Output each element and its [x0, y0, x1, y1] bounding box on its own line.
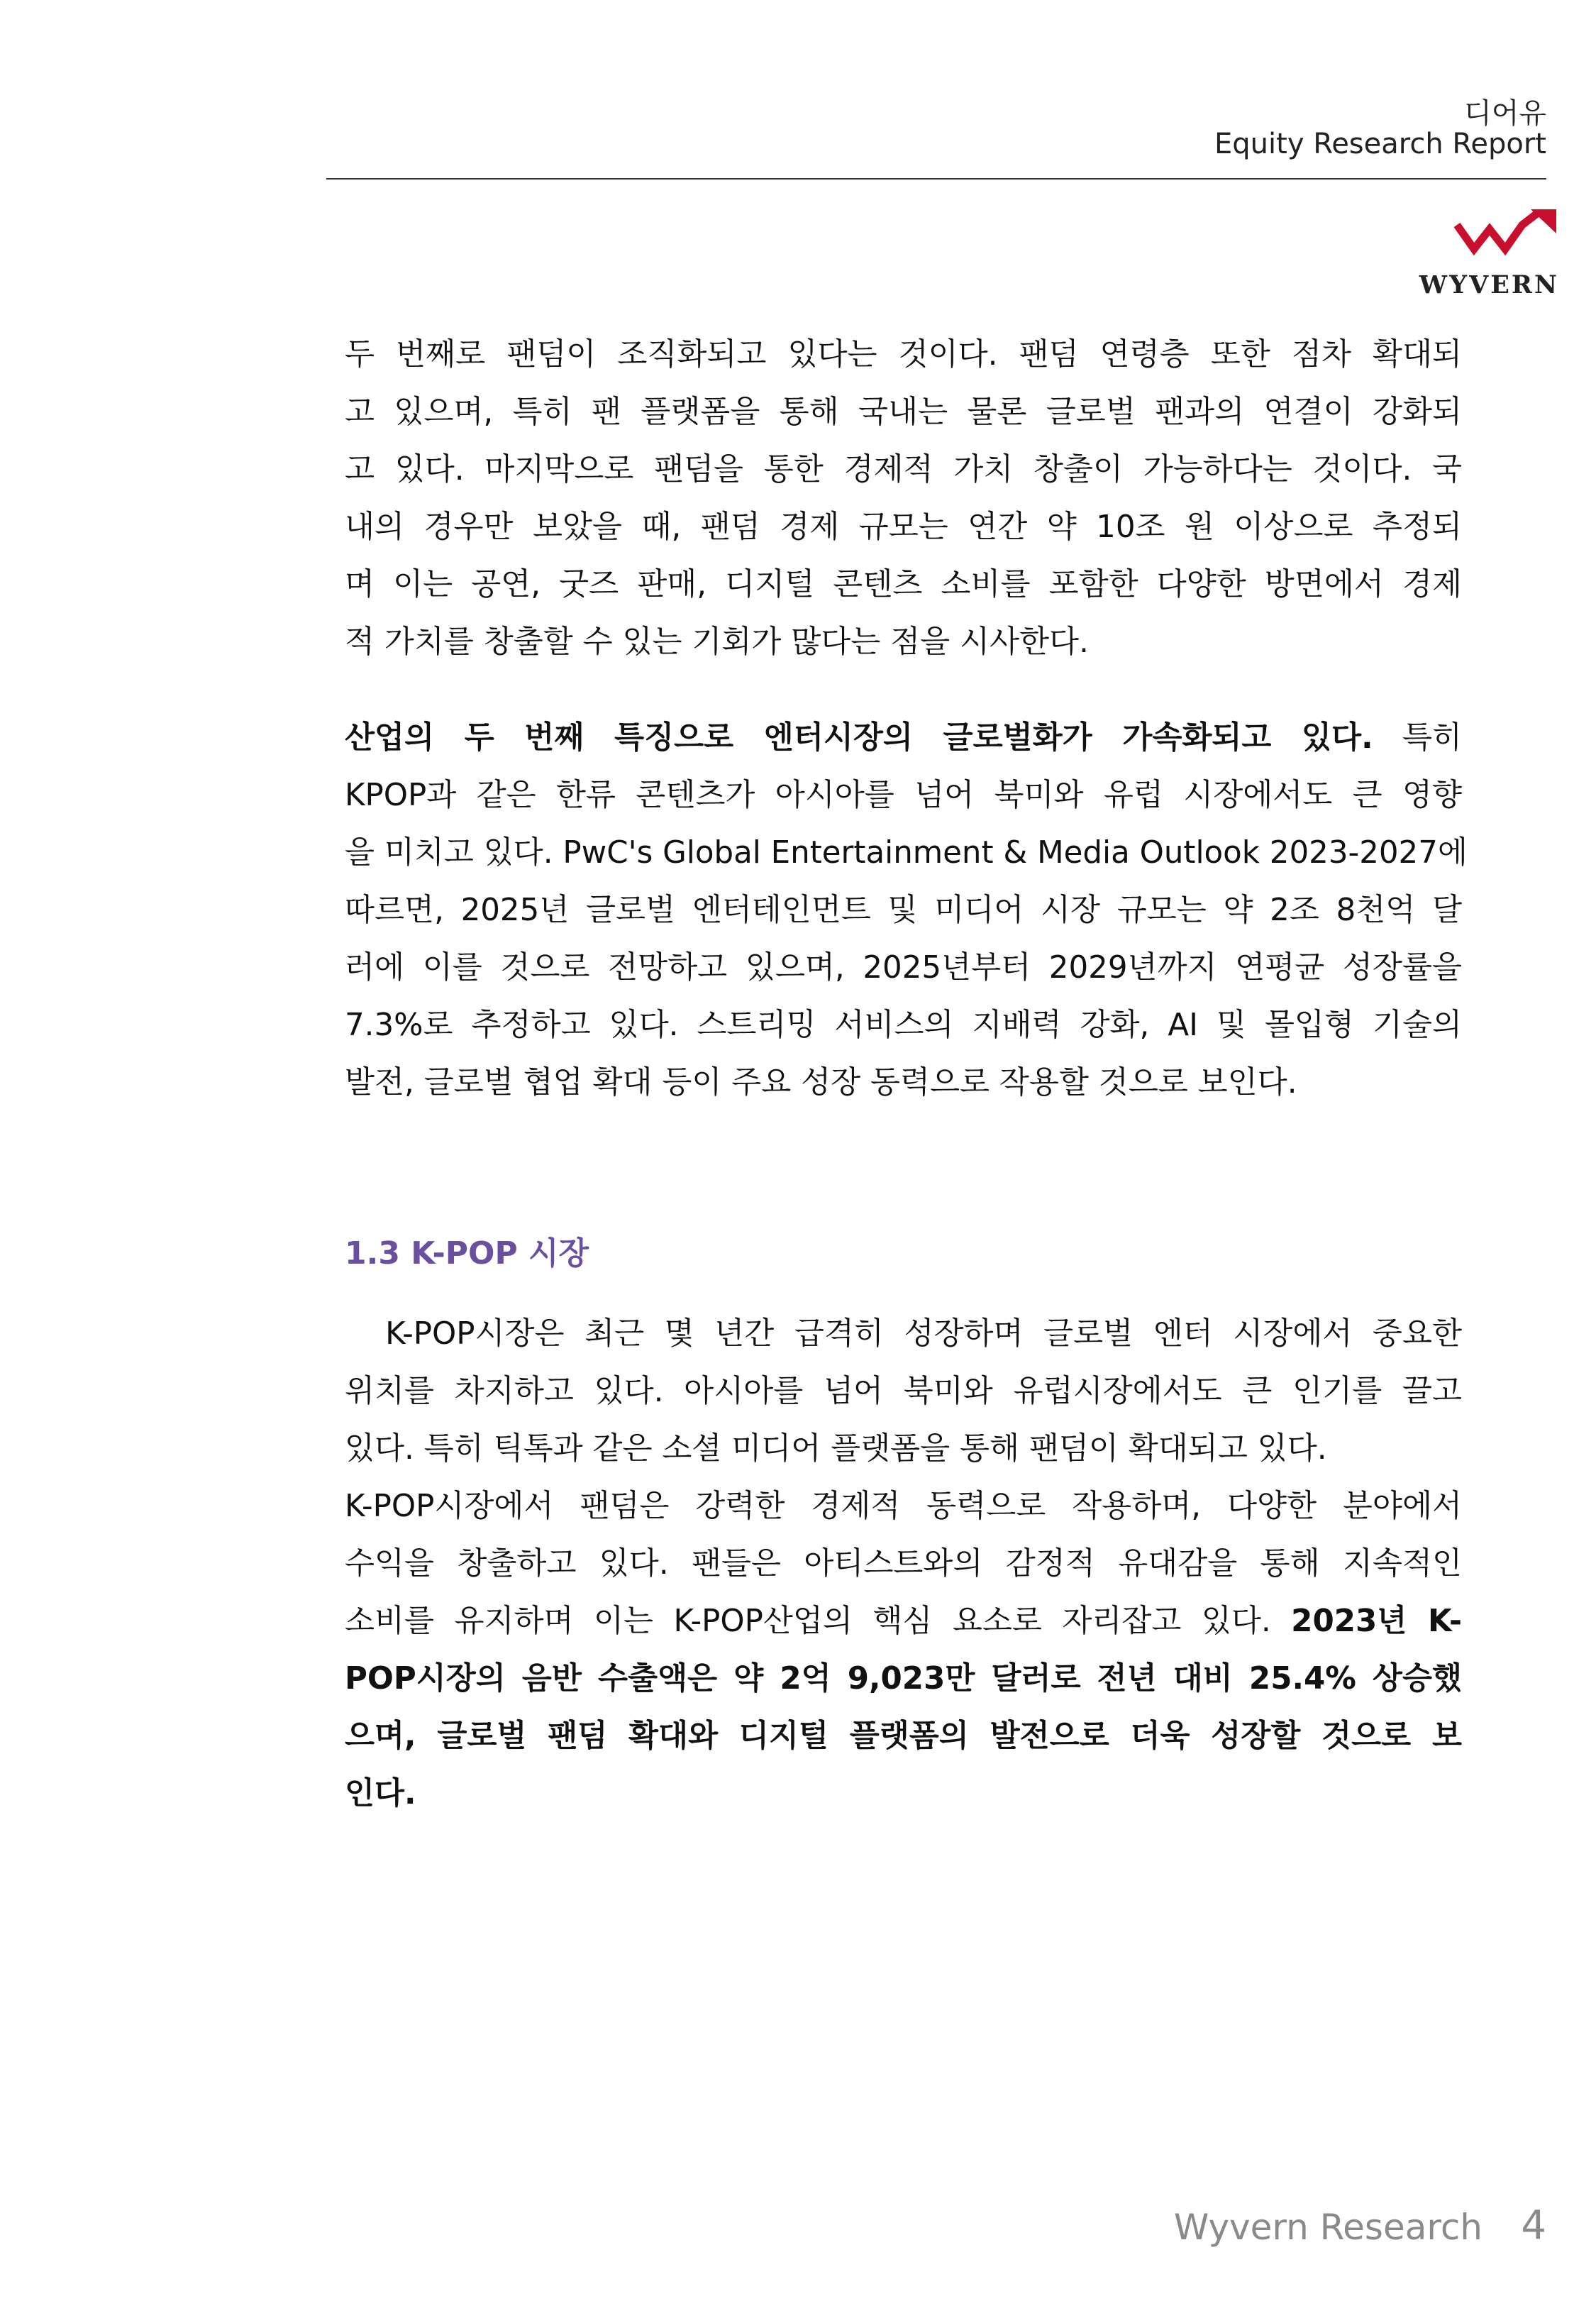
header-company: 디어유 [1464, 97, 1546, 130]
footer-label: Wyvern Research [1173, 2207, 1483, 2248]
text-fragment: 특히 [1373, 720, 1462, 756]
text-line: 위치를 차지하고 있다. 아시아를 넘어 북미와 유럽시장에서도 큰 인기를 끌고 [345, 1374, 1462, 1409]
wyvern-logo-icon [1453, 209, 1559, 266]
text-fragment: 소비를 유지하며 이는 K-POP산업의 핵심 요소로 자리잡고 있다. [345, 1604, 1292, 1639]
paragraph-globalization [345, 710, 1468, 1112]
bold-line: 으며, 글로벌 팬덤 확대와 디지털 플랫폼의 발전으로 더욱 성장할 것으로 보 [345, 1719, 1462, 1754]
text-line: 적 가치를 창출할 수 있는 기회가 많다는 점을 시사한다. [345, 624, 1089, 660]
header-rule [326, 178, 1546, 180]
text-line: 7.3%로 추정하고 있다. 스트리밍 서비스의 지배력 강화, AI 및 몰입형 기술의 [345, 1008, 1462, 1043]
text-line: 발전, 글로벌 협업 확대 등이 주요 성장 동력으로 작용할 것으로 보인다. [345, 1065, 1297, 1100]
text-line: 두 번째로 팬덤이 조직화되고 있다는 것이다. 팬덤 연령층 또한 점차 확대되 [345, 337, 1462, 373]
text-line: 을 미치고 있다. PwC's Global Entertainment & Media Outlook 2023-2027에 [345, 835, 1468, 871]
text-line [345, 1593, 1462, 1650]
page-number: 4 [1521, 2202, 1546, 2249]
text-line: 고 있으며, 특히 팬 플랫폼을 통해 국내는 물론 글로벌 팬과의 연결이 강화되 [345, 395, 1462, 430]
text-line: K-POP시장에서 팬덤은 강력한 경제적 동력으로 작용하며, 다양한 분야에서 [345, 1489, 1462, 1524]
header-subtitle: Equity Research Report [1214, 128, 1546, 160]
bold-line: 인다. [345, 1776, 416, 1811]
text-line: 있다. 특히 틱톡과 같은 소셜 미디어 플랫폼을 통해 팬덤이 확대되고 있다. [345, 1431, 1327, 1467]
text-line: 따르면, 2025년 글로벌 엔터테인먼트 및 미디어 시장 규모는 약 2조 8천억 달 [345, 893, 1462, 928]
text-line: 수익을 창출하고 있다. 팬들은 아티스트와의 감정적 유대감을 통해 지속적인 [345, 1546, 1462, 1582]
logo-text: WYVERN [1419, 270, 1559, 299]
text-line: 고 있다. 마지막으로 팬덤을 통한 경제적 가치 창출이 가능하다는 것이다. 국 [345, 452, 1462, 487]
text-line: 러에 이를 것으로 전망하고 있으며, 2025년부터 2029년까지 연평균 성장률을 [345, 950, 1462, 986]
bold-sentence: 산업의 두 번째 특징으로 엔터시장의 글로벌화가 가속화되고 있다. [345, 720, 1373, 756]
bold-line: POP시장의 음반 수출액은 약 2억 9,023만 달러로 전년 대비 25.4% 상승했 [345, 1661, 1462, 1697]
wyvern-logo [1419, 209, 1559, 302]
paragraph-fandom [345, 326, 1462, 671]
text-line [345, 710, 1462, 767]
paragraph-kpop [345, 1306, 1462, 1823]
text-line: KPOP과 같은 한류 콘텐츠가 아시아를 넘어 북미와 유럽 시장에서도 큰 영향 [345, 778, 1462, 813]
text-line: K-POP시장은 최근 몇 년간 급격히 성장하며 글로벌 엔터 시장에서 중요한 [345, 1316, 1462, 1352]
section-heading: 1.3 K-POP 시장 [345, 1235, 589, 1271]
bold-fragment: 2023년 K- [1291, 1604, 1462, 1639]
text-line: 며 이는 공연, 굿즈 판매, 디지털 콘텐츠 소비를 포함한 다양한 방면에서 경제 [345, 567, 1462, 602]
text-line: 내의 경우만 보았을 때, 팬덤 경제 규모는 연간 약 10조 원 이상으로 추정되 [345, 509, 1462, 545]
